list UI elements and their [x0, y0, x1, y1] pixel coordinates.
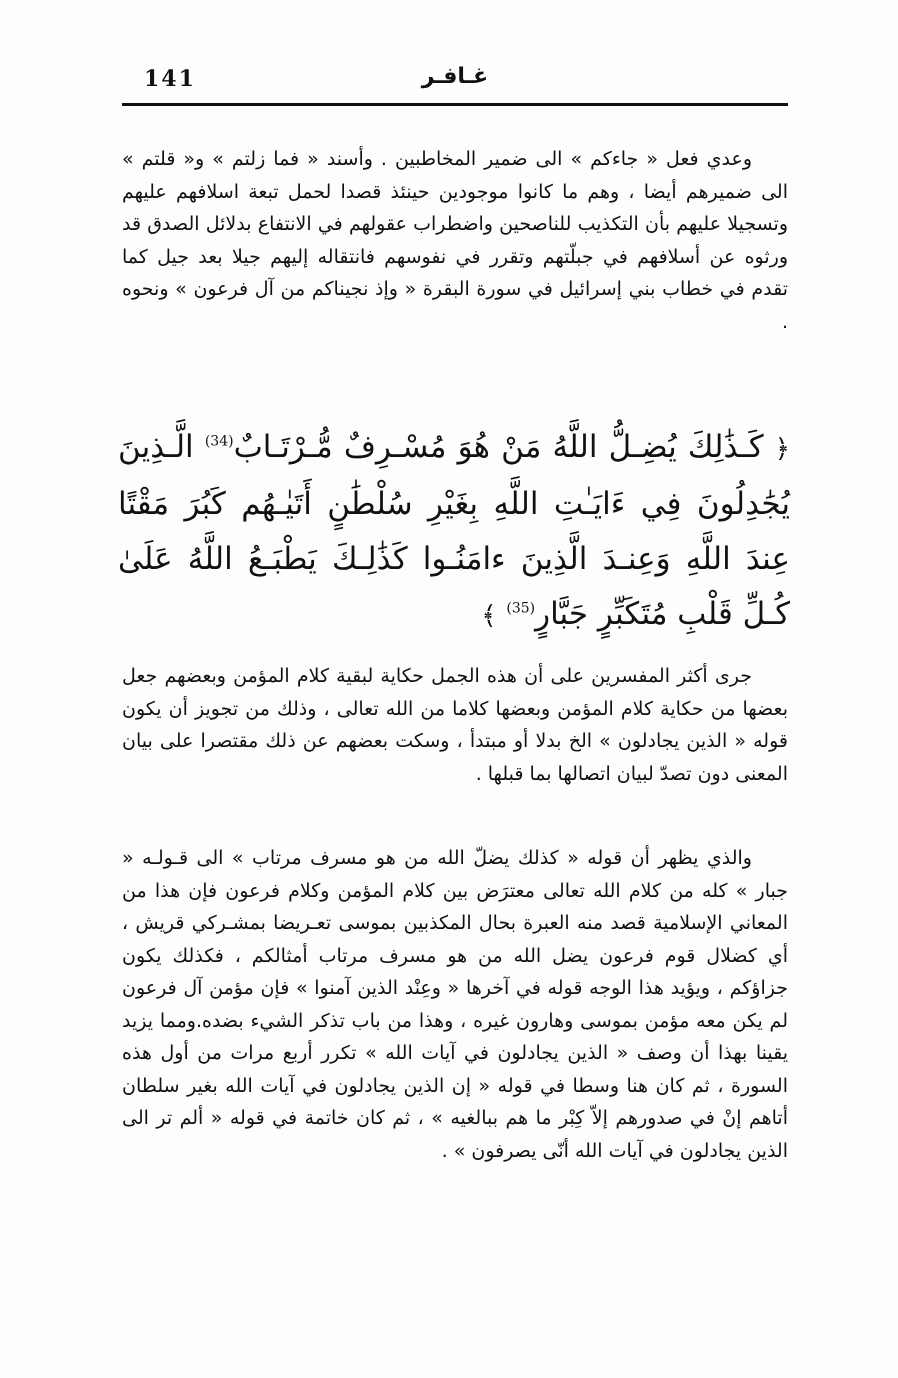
paragraph-text: والذي يظهر أن قوله « كذلك يضلّ الله من هو مسرف مرتاب » الى قـولـه « جبار » كله من كلام الله تعالى معترَض بين كلام المؤمن وكلام فرعون فإن هذا من المعاني الإسلامية قصد منه العبرة بحال المكذبين بموسى تعـريضا بمشـركي قريش ، أي كضلال قوم فرعون يضل الله من هو مسرف مرتاب أمثالكم ، فكذلك يكون جزاؤكم ، ويؤيد هذا الوجه قوله في آخرها « وعِنْد الذين آمنوا » فإن مؤمن آل فرعون لم يكن معه مؤمن بموسى وهارون غيره ، وهذا من باب تذكر الشيء بضده.ومما يزيد يقينا بهذا أن وصف « الذين يجادلون في آيات الله » تكرر أربع مرات من أول هذه السورة ، ثم كان هنا وسطا في قوله « إن الذين يجادلون في آيات الله بغير سلطان أتاهم إنْ في صدورهم إلاّ كِبْر ما هم ببالغيه » ، ثم كان خاتمة في قوله « ألم تر الى الذين يجادلون في آيات الله أنّى يصرفون » . — [122, 847, 788, 1162]
page-header — [122, 62, 788, 102]
verse-number-34: (34) — [204, 433, 234, 450]
verse-number-35: (35) — [506, 600, 536, 617]
verse-close-mark: ﴾ — [481, 601, 497, 631]
paragraph-text: جرى أكثر المفسرين على أن هذه الجمل حكاية لبقية كلام المؤمن وبعضهم جعل بعضها من حكاية كلام المؤمن وبعضها كلاما من الله تعالى ، وذلك من تجويز أن يكون قوله « الذين يجادلون » الخ بدلا أو مبتدأ ، وسكت بعضهم عن ذلك مقتصرا على بيان المعنى دون تصدّ لبيان اتصالها بما قبلها . — [122, 665, 788, 785]
paragraph-text: وعدي فعل « جاءكم » الى ضمير المخاطبين . وأسند « فما زلتم » و« قلتم » الى ضميرهم أيضا ، وهم ما كانوا موجودين حينئذ قصدا لحمل تبعة اسلافهم عليهم وتسجيلا عليهم بأن التكذيب للناصحين واضطراب عقولهم في الانتفاع بدلائل الصدق قد ورثوه عن أسلافهم في جبلّتهم وتقرر في نفوسهم فانتقاله إليهم جيلا بعد جيل كما تقدم في خطاب بني إسرائيل في سورة البقرة « وإذ نجيناكم من آل فرعون » ونحوه . — [122, 148, 788, 333]
running-title: غـافـر — [421, 64, 489, 89]
commentary-paragraph-3 — [122, 842, 788, 1167]
quran-verse-block — [118, 420, 790, 644]
commentary-paragraph-2 — [122, 660, 788, 790]
verse-open-mark: ﴿ — [774, 434, 790, 464]
page-number: 141 — [144, 66, 196, 92]
commentary-paragraph-1 — [122, 143, 788, 338]
verse-text-34: كَـذَٰلِكَ يُضِـلُّ اللَّهُ مَنْ هُوَ مُسْـرِفٌ مُّـرْتَـابٌ — [233, 429, 764, 465]
header-rule — [122, 103, 788, 106]
verse-text-35: الَّـذِينَ يُجَٰدِلُونَ فِي ءَايَـٰتِ اللَّهِ بِغَيْرِ سُلْطَٰنٍ أَتَيٰـهُم كَبُرَ مَقْتًا عِندَ اللَّهِ وَعِنـدَ الَّذِينَ ءامَنُـوا كَذَٰلِـكَ يَطْبَـعُ اللَّهُ عَلَىٰ كُـلِّ قَلْبِ مُتَكَبِّرٍ جَبَّارٍ — [118, 429, 790, 632]
